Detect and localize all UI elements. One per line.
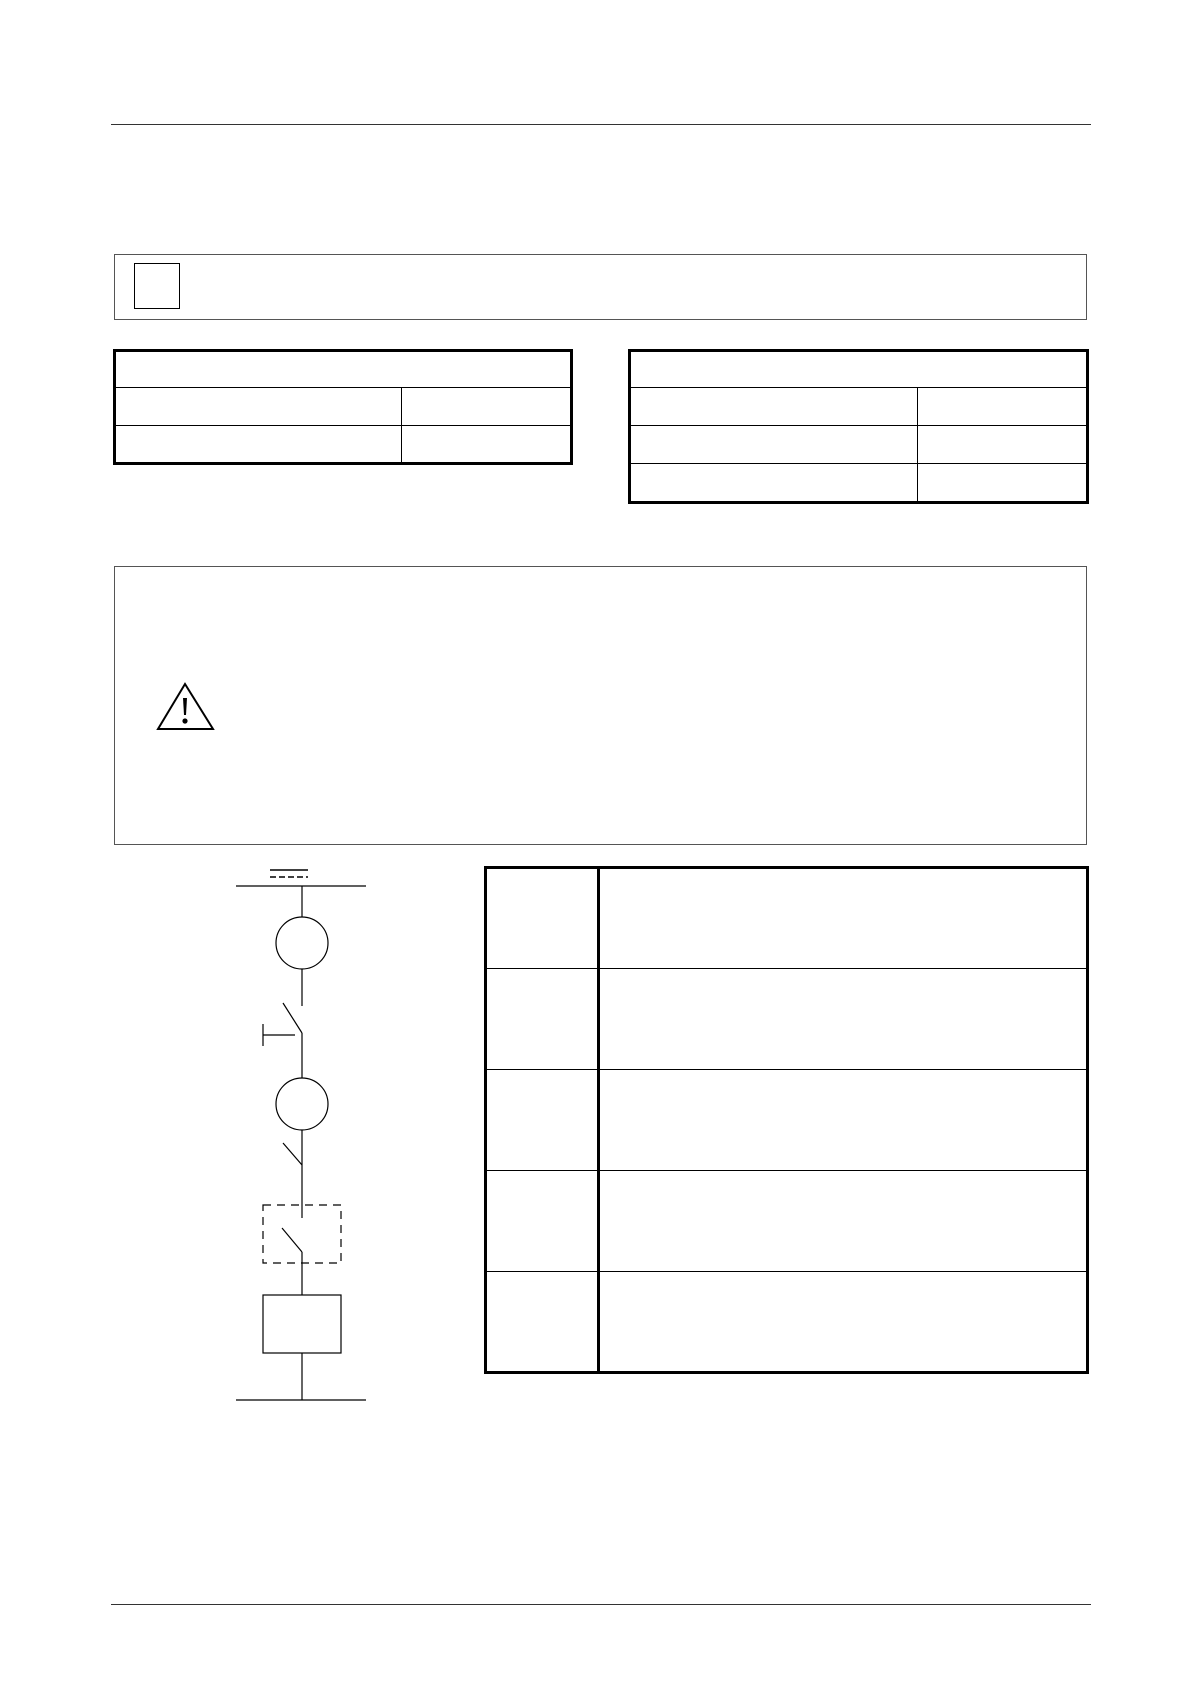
legend-description [599, 1272, 1088, 1373]
info-square-icon [134, 263, 180, 309]
table-cell [402, 388, 572, 426]
legend-description [599, 1171, 1088, 1272]
table-cell [630, 388, 918, 426]
load-box [263, 1295, 341, 1353]
header-rule [111, 124, 1091, 125]
switch-2-blade [283, 1143, 302, 1165]
legend-description [599, 868, 1088, 969]
legend-description [599, 1070, 1088, 1171]
warning-triangle-icon [156, 682, 216, 732]
legend-key [486, 868, 599, 969]
circle-element-1 [276, 917, 328, 969]
table-right [628, 349, 1089, 504]
table-cell [115, 426, 402, 464]
footer-rule [111, 1604, 1091, 1605]
single-line-diagram [220, 860, 380, 1415]
table-cell [402, 426, 572, 464]
legend-key [486, 1070, 599, 1171]
legend-description [599, 969, 1088, 1070]
table-right-caption [630, 351, 1088, 388]
legend-table [484, 866, 1089, 1374]
table-left-caption [115, 351, 572, 388]
table-cell [115, 388, 402, 426]
info-box [114, 254, 1087, 320]
legend-key [486, 1171, 599, 1272]
table-cell [918, 464, 1088, 503]
table-cell [918, 426, 1088, 464]
legend-key [486, 1272, 599, 1373]
table-cell [630, 464, 918, 503]
table-cell [918, 388, 1088, 426]
table-cell [630, 426, 918, 464]
table-left [113, 349, 573, 465]
legend-key [486, 969, 599, 1070]
switch-3-blade [282, 1228, 302, 1252]
circle-element-2 [276, 1078, 328, 1130]
manual-switch-blade [283, 1003, 302, 1033]
warning-box [114, 566, 1087, 845]
